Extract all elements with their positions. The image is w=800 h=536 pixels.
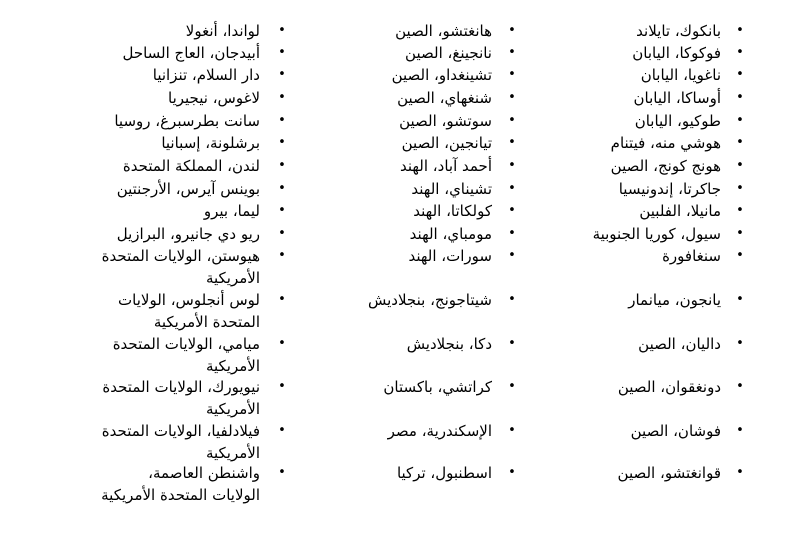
bullet-icon: •: [508, 336, 516, 351]
bullet-icon: •: [278, 203, 286, 218]
bullet-icon: •: [508, 181, 516, 196]
bullet-icon: •: [508, 379, 516, 394]
city-item: دونغقوان، الصين: [617, 378, 721, 396]
bullet-icon: •: [278, 23, 286, 38]
bullet-icon: •: [736, 113, 744, 128]
list-row: [0, 132, 800, 154]
city-item: ناغويا، اليابان: [640, 66, 721, 84]
bullet-icon: •: [736, 336, 744, 351]
bullet-icon: •: [508, 226, 516, 241]
city-item: أحمد آباد، الهند: [399, 157, 492, 175]
bullet-icon: •: [508, 113, 516, 128]
city-item: لواندا، أنغولا: [185, 22, 260, 40]
city-item: يانجون، ميانمار: [628, 291, 721, 309]
city-item: بوينس آيرس، الأرجنتين: [116, 180, 260, 198]
list-row: [0, 110, 800, 132]
city-item: مانيلا، الفلبين: [639, 202, 721, 220]
bullet-icon: •: [278, 181, 286, 196]
city-item: ريو دي جانيرو، البرازيل: [116, 225, 260, 243]
bullet-icon: •: [508, 135, 516, 150]
bullet-icon: •: [278, 113, 286, 128]
city-item: فيلادلفيا، الولايات المتحدة الأمريكية: [101, 422, 260, 462]
bullet-icon: •: [508, 248, 516, 263]
bullet-icon: •: [736, 45, 744, 60]
list-row: [0, 223, 800, 245]
bullet-icon: •: [278, 248, 286, 263]
city-item: ميامي، الولايات المتحدة الأمريكية: [112, 335, 260, 375]
city-item: أبيدجان، العاج الساحل: [122, 44, 260, 62]
city-item: اسطنبول، تركيا: [396, 464, 492, 482]
bullet-icon: •: [508, 67, 516, 82]
city-item: مومباي، الهند: [409, 225, 492, 243]
city-item: دكا، بنجلاديش: [406, 335, 492, 353]
bullet-icon: •: [508, 90, 516, 105]
city-item: طوكيو، اليابان: [634, 112, 721, 130]
bullet-icon: •: [736, 158, 744, 173]
list-row: [0, 376, 800, 420]
city-item: هوشي منه، فيتنام: [610, 134, 721, 152]
bullet-icon: •: [278, 465, 286, 480]
bullet-icon: •: [736, 248, 744, 263]
list-row: [0, 155, 800, 177]
bullet-icon: •: [736, 90, 744, 105]
city-item: دار السلام، تنزانيا: [152, 66, 260, 84]
bullet-icon: •: [278, 379, 286, 394]
list-row: [0, 200, 800, 222]
list-row: [0, 289, 800, 333]
city-item: كولكاتا، الهند: [413, 202, 492, 220]
city-item: هونج كونج، الصين: [610, 157, 721, 175]
bullet-icon: •: [278, 226, 286, 241]
city-item: شنغهاي، الصين: [397, 89, 492, 107]
bullet-icon: •: [278, 423, 286, 438]
bullet-icon: •: [736, 67, 744, 82]
city-item: هيوستن، الولايات المتحدة الأمريكية: [101, 247, 260, 287]
bullet-icon: •: [736, 379, 744, 394]
city-item: فوشان، الصين: [630, 422, 721, 440]
city-item: تشينغداو، الصين: [391, 66, 492, 84]
city-item: الإسكندرية، مصر: [387, 422, 492, 440]
city-item: سانت بطرسبرغ، روسيا: [114, 112, 260, 130]
bullet-icon: •: [508, 292, 516, 307]
bullet-icon: •: [278, 135, 286, 150]
list-row: [0, 87, 800, 109]
bullet-icon: •: [508, 45, 516, 60]
city-item: لاغوس، نيجيريا: [168, 89, 260, 107]
bullet-icon: •: [508, 423, 516, 438]
city-item: أوساكا، اليابان: [633, 89, 721, 107]
list-row: [0, 245, 800, 289]
city-item: كراتشي، باكستان: [383, 378, 492, 396]
city-item: سيول، كوريا الجنوبية: [592, 225, 721, 243]
city-item: واشنطن العاصمة، الولايات المتحدة الأمريكية: [101, 464, 260, 504]
city-item: نانجينغ، الصين: [405, 44, 492, 62]
bullet-icon: •: [508, 203, 516, 218]
list-row: [0, 420, 800, 464]
list-row: [0, 178, 800, 200]
city-item: جاكرتا، إندونيسيا: [618, 180, 721, 198]
bullet-icon: •: [508, 465, 516, 480]
city-item: سوتشو، الصين: [399, 112, 492, 130]
bullet-icon: •: [278, 45, 286, 60]
list-row: [0, 333, 800, 377]
list-row: [0, 42, 800, 64]
list-row: [0, 64, 800, 86]
bullet-icon: •: [736, 135, 744, 150]
city-item: نيويورك، الولايات المتحدة الأمريكية: [102, 378, 260, 418]
city-item: سنغافورة: [662, 247, 721, 265]
city-item: فوكوكا، اليابان: [632, 44, 721, 62]
city-item: هانغتشو، الصين: [395, 22, 492, 40]
city-item: برشلونة، إسبانيا: [161, 134, 260, 152]
bullet-icon: •: [508, 23, 516, 38]
bullet-icon: •: [278, 336, 286, 351]
city-item: بانكوك، تايلاند: [636, 22, 721, 40]
bullet-icon: •: [736, 23, 744, 38]
list-row: [0, 20, 800, 42]
city-item: لندن، المملكة المتحدة: [122, 157, 260, 175]
bullet-icon: •: [736, 292, 744, 307]
bullet-icon: •: [278, 67, 286, 82]
city-item: قوانغتشو، الصين: [617, 464, 721, 482]
city-item: شيتاجونج، بنجلاديش: [368, 291, 492, 309]
bullet-icon: •: [508, 158, 516, 173]
bullet-icon: •: [278, 90, 286, 105]
city-item: تشيناي، الهند: [411, 180, 492, 198]
city-item: داليان، الصين: [638, 335, 721, 353]
bullet-icon: •: [278, 292, 286, 307]
bullet-icon: •: [278, 158, 286, 173]
bullet-icon: •: [736, 423, 744, 438]
bullet-icon: •: [736, 226, 744, 241]
city-item: لوس أنجلوس، الولايات المتحدة الأمريكية: [118, 291, 260, 331]
bullet-icon: •: [736, 203, 744, 218]
city-item: ليما، بيرو: [203, 202, 260, 220]
city-item: تيانجين، الصين: [401, 134, 492, 152]
bullet-icon: •: [736, 181, 744, 196]
bullet-icon: •: [736, 465, 744, 480]
city-item: سورات، الهند: [408, 247, 492, 265]
list-row: [0, 462, 800, 506]
